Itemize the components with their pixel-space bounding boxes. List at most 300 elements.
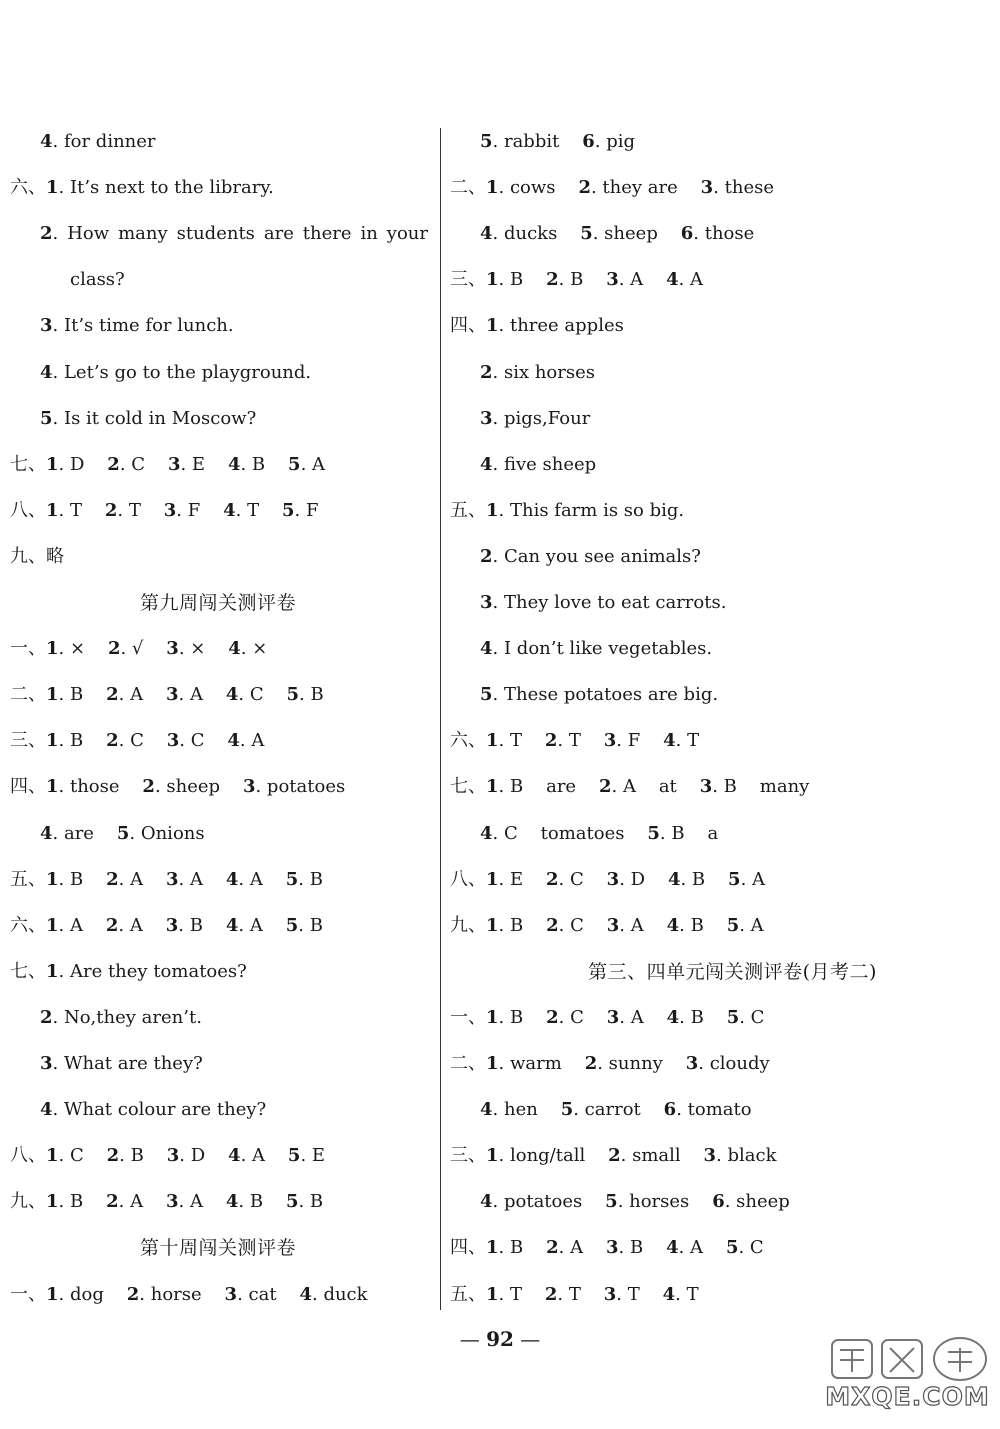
question-number: 2	[106, 868, 119, 890]
question-number: 3	[603, 1283, 617, 1305]
question-number: 3	[165, 684, 179, 706]
question-number: 4	[223, 499, 236, 521]
answer-line	[450, 729, 699, 753]
answer-text: . F	[616, 730, 664, 752]
question-number: 1	[46, 177, 59, 199]
answer-line	[450, 1144, 777, 1168]
answer-line	[10, 868, 323, 892]
question-number: 3	[166, 1145, 180, 1167]
answer-text: . A	[678, 1237, 726, 1259]
answer-text: 二、	[450, 1053, 486, 1074]
question-number: 6	[712, 1191, 725, 1213]
answer-text: . T	[117, 499, 164, 521]
answer-text: 一、	[450, 1006, 486, 1028]
answer-text: 七、	[450, 776, 486, 798]
answer-line	[480, 591, 726, 615]
question-number: 5	[480, 684, 493, 706]
answer-text: . ×	[178, 638, 229, 660]
question-number: 5	[285, 868, 299, 890]
question-number: 2	[107, 638, 121, 660]
answer-line	[480, 130, 635, 154]
answer-text: 一、	[10, 1283, 46, 1305]
answer-text: 一、	[10, 638, 46, 660]
question-number: 4	[480, 223, 493, 245]
answer-text: . T	[675, 1283, 699, 1305]
answer-text: . sheep	[724, 1191, 790, 1213]
question-number: 2	[40, 1006, 53, 1028]
question-number: 3	[606, 914, 620, 936]
answer-text: . Is it cold in Moscow?	[52, 407, 257, 429]
answer-text: . How many students are there in your	[52, 223, 428, 245]
question-number: 3	[40, 315, 53, 337]
question-number: 2	[106, 684, 119, 706]
answer-text: . dog	[58, 1283, 127, 1305]
answer-line	[10, 683, 324, 707]
answer-text: . A	[558, 1237, 606, 1259]
answer-line	[450, 1283, 699, 1307]
question-number: 1	[46, 1283, 59, 1305]
question-number: 4	[480, 638, 493, 660]
answer-text: . A	[178, 684, 226, 706]
answer-text: . B	[618, 1237, 667, 1259]
answer-text: . A	[300, 453, 326, 475]
answer-text: . cows	[498, 177, 579, 199]
answer-text: . D	[619, 868, 668, 890]
answer-text: . E	[180, 453, 228, 475]
question-number: 1	[486, 730, 499, 752]
answer-line	[480, 361, 595, 385]
column-divider	[440, 128, 441, 1310]
question-number: 4	[228, 1145, 241, 1167]
question-number: 5	[560, 1099, 574, 1121]
question-number: 6	[663, 1099, 677, 1121]
answer-text: . A	[678, 269, 704, 291]
answer-line	[450, 499, 684, 523]
answer-text: 七、	[10, 960, 46, 982]
question-number: 5	[281, 499, 295, 521]
question-number: 3	[605, 1237, 619, 1259]
watermark-logo	[820, 1334, 995, 1384]
question-number: 1	[486, 776, 499, 798]
question-number: 3	[166, 730, 180, 752]
section-heading: 第九周闯关测评卷	[139, 592, 296, 614]
page-number-value: 92	[486, 1327, 514, 1351]
answer-text: . F	[294, 499, 319, 521]
answer-text: 九、略	[10, 545, 64, 567]
answer-line	[10, 1144, 325, 1168]
answer-text: . sheep	[154, 776, 243, 798]
answer-line	[70, 268, 125, 292]
answer-text: . A	[178, 868, 226, 890]
question-number: 5	[40, 407, 53, 429]
answer-text: . sunny	[597, 1053, 686, 1074]
question-number: 3	[165, 1191, 179, 1213]
question-number: 6	[680, 223, 694, 245]
answer-text: . C tomatoes	[492, 822, 648, 844]
question-number: 3	[40, 1053, 53, 1074]
answer-text: . A	[619, 1006, 667, 1028]
question-number: 3	[480, 592, 493, 613]
question-number: 5	[288, 453, 301, 475]
question-number: 3	[165, 868, 179, 890]
question-number: 4	[666, 269, 679, 291]
answer-text: . six horses	[492, 361, 596, 383]
answer-line	[450, 775, 809, 799]
answer-text: . These potatoes are big.	[492, 684, 719, 706]
answer-text: . they are	[590, 177, 701, 199]
question-number: 1	[486, 868, 499, 890]
answer-text: . B	[679, 914, 727, 936]
watermark	[820, 1334, 995, 1424]
answer-line	[480, 637, 712, 661]
answer-text: 五、	[450, 1283, 486, 1305]
answer-line	[40, 1098, 266, 1122]
answer-line	[450, 1006, 764, 1030]
question-number: 2	[598, 776, 612, 798]
answer-text: . C	[118, 730, 167, 752]
answer-text: . B	[58, 684, 107, 706]
question-number: 1	[486, 269, 499, 291]
answer-text: . T	[498, 1283, 545, 1305]
answer-text: . A	[58, 914, 106, 936]
answer-line	[450, 1052, 770, 1076]
question-number: 1	[486, 1145, 499, 1167]
answer-text: 六、	[450, 730, 486, 752]
answer-text: . This farm is so big.	[498, 499, 685, 521]
answer-text: . B	[298, 1191, 324, 1213]
answer-text: . E	[498, 868, 547, 890]
question-number: 6	[582, 131, 595, 152]
answer-text: 三、	[10, 730, 46, 752]
answer-line	[40, 407, 256, 431]
question-number: 5	[728, 868, 741, 890]
question-number: 5	[287, 1145, 301, 1167]
answer-text: 六、	[10, 177, 46, 199]
answer-text: . these	[713, 177, 774, 199]
answer-text: class?	[70, 269, 125, 291]
answer-line	[10, 775, 345, 799]
answer-text: . ducks	[492, 223, 581, 245]
answer-line	[480, 1098, 752, 1122]
answer-line	[10, 637, 267, 661]
answer-line	[10, 914, 323, 938]
question-number: 5	[605, 1191, 618, 1213]
answer-text: . What colour are they?	[52, 1099, 267, 1121]
answer-text: . A	[238, 914, 286, 936]
answer-text: . B	[58, 1191, 107, 1213]
question-number: 1	[46, 730, 59, 752]
question-number: 1	[46, 1191, 59, 1213]
answer-text: 四、	[10, 776, 46, 798]
question-number: 3	[606, 868, 620, 890]
question-number: 1	[486, 177, 499, 199]
answer-text: 四、	[450, 1237, 486, 1259]
answer-text: . C	[119, 453, 168, 475]
question-number: 3	[606, 1006, 620, 1028]
question-number: 4	[299, 1283, 312, 1305]
answer-text: . small	[620, 1145, 704, 1167]
question-number: 3	[163, 499, 177, 521]
question-number: 1	[486, 315, 499, 337]
question-number: 2	[105, 914, 119, 936]
question-number: 2	[546, 1237, 559, 1259]
answer-text: . C	[558, 868, 607, 890]
answer-text: . those	[693, 223, 755, 245]
question-number: 4	[228, 638, 241, 660]
question-number: 3	[603, 730, 617, 752]
answer-line	[40, 1052, 203, 1076]
question-number: 4	[662, 1283, 676, 1305]
answer-text: . T	[498, 730, 545, 752]
question-number: 4	[480, 1099, 493, 1121]
question-number: 4	[227, 453, 241, 475]
answer-line	[40, 130, 156, 154]
answer-text: 二、	[450, 177, 486, 199]
answer-text: . A	[118, 684, 166, 706]
question-number: 2	[142, 776, 155, 798]
answer-text: . B	[679, 1006, 727, 1028]
answer-text: . I don’t like vegetables.	[492, 638, 713, 660]
question-number: 2	[546, 914, 559, 936]
answer-text: . are	[52, 822, 117, 844]
question-number: 1	[486, 1053, 499, 1074]
answer-text: . D	[179, 1145, 229, 1167]
answer-text: . B	[119, 1145, 167, 1167]
answer-text: . T	[58, 499, 105, 521]
question-number: 2	[544, 1283, 558, 1305]
answer-text: . √	[120, 638, 167, 660]
question-number: 4	[225, 684, 239, 706]
answer-text: . B	[298, 914, 323, 936]
answer-text: . T	[235, 499, 282, 521]
answer-text: . B	[58, 730, 107, 752]
question-number: 2	[608, 1145, 621, 1167]
answer-text: . C	[238, 684, 287, 706]
section-heading: 第三、四单元闯关测评卷(月考二)	[588, 960, 877, 983]
question-number: 3	[167, 453, 181, 475]
answer-line	[480, 407, 590, 431]
question-number: 5	[285, 1191, 299, 1213]
answer-text: . Can you see animals?	[492, 545, 701, 567]
question-number: 3	[685, 1053, 699, 1074]
answer-line	[10, 499, 318, 523]
answer-text: . B	[178, 914, 226, 936]
answer-text: 六、	[10, 914, 46, 936]
question-number: 1	[46, 638, 59, 660]
answer-text: . hen	[492, 1099, 561, 1121]
answer-text: . potatoes	[492, 1191, 606, 1213]
answer-text: . C	[558, 1006, 607, 1028]
question-number: 4	[40, 822, 53, 844]
answer-text: . B many	[712, 776, 810, 798]
answer-text: . warm	[498, 1053, 585, 1074]
answer-text: . for dinner	[52, 131, 156, 152]
answer-text: . five sheep	[492, 453, 597, 475]
question-number: 5	[580, 223, 593, 245]
answer-text: 九、	[450, 914, 486, 936]
answer-text: 四、	[450, 315, 486, 337]
answer-line	[10, 453, 325, 477]
question-number: 5	[726, 914, 740, 936]
question-number: 1	[486, 1283, 499, 1305]
question-number: 3	[699, 776, 713, 798]
answer-text: . F	[176, 499, 224, 521]
answer-text: . A	[239, 730, 265, 752]
answer-text: 五、	[450, 499, 486, 521]
question-number: 1	[486, 1237, 499, 1259]
question-number: 4	[666, 914, 680, 936]
question-number: 1	[46, 960, 59, 982]
answer-text: . A	[178, 1191, 226, 1213]
question-number: 5	[116, 822, 130, 844]
question-number: 5	[286, 684, 300, 706]
answer-line	[40, 1006, 202, 1030]
answer-line	[10, 1283, 368, 1307]
answer-text: . cat	[237, 1283, 300, 1305]
answer-line	[450, 176, 774, 200]
question-number: 5	[480, 131, 493, 152]
answer-text: . C	[558, 914, 607, 936]
answer-text: . A	[118, 914, 166, 936]
answer-line	[480, 822, 718, 846]
question-number: 5	[726, 1006, 740, 1028]
question-number: 4	[666, 1237, 679, 1259]
question-number: 2	[106, 730, 119, 752]
answer-text: . those	[58, 776, 143, 798]
answer-text: . C	[179, 730, 228, 752]
answer-text: . B	[498, 914, 547, 936]
answer-line	[40, 222, 428, 246]
question-number: 3	[165, 914, 179, 936]
answer-text: . Let’s go to the playground.	[52, 361, 312, 383]
answer-text: . C	[738, 1237, 764, 1259]
answer-text: . horse	[139, 1283, 225, 1305]
answer-text: . A at	[611, 776, 700, 798]
question-number: 1	[46, 499, 59, 521]
answer-line	[40, 314, 234, 338]
answer-text: . B	[58, 868, 107, 890]
answer-text: . cloudy	[698, 1053, 770, 1074]
answer-text: . sheep	[592, 223, 681, 245]
question-number: 4	[40, 131, 53, 152]
question-number: 4	[666, 1006, 680, 1028]
section-heading: 第十周闯关测评卷	[139, 1237, 296, 1260]
question-number: 4	[225, 914, 239, 936]
question-number: 2	[104, 499, 118, 521]
question-number: 1	[486, 499, 499, 521]
answer-text: . B	[498, 1237, 547, 1259]
question-number: 4	[480, 1191, 493, 1213]
question-number: 4	[480, 822, 493, 844]
question-number: 1	[486, 1006, 499, 1028]
question-number: 2	[546, 1006, 559, 1028]
answer-text: . B	[298, 868, 323, 890]
answer-text: . T	[675, 730, 700, 752]
question-number: 4	[40, 361, 53, 383]
answer-line	[10, 1190, 323, 1214]
answer-text: 三、	[450, 269, 486, 291]
answer-text: . B	[498, 269, 547, 291]
question-number: 2	[544, 730, 558, 752]
answer-text: . E	[300, 1145, 326, 1167]
question-number: 4	[225, 868, 239, 890]
question-number: 3	[224, 1283, 238, 1305]
question-number: 2	[40, 223, 53, 245]
question-number: 1	[46, 1145, 59, 1167]
answer-text: . A	[618, 269, 667, 291]
answer-text: . A	[238, 868, 286, 890]
question-number: 3	[242, 776, 256, 798]
answer-text: 三、	[450, 1145, 486, 1167]
answer-text: . three apples	[498, 315, 624, 337]
question-number: 1	[46, 776, 59, 798]
question-number: 3	[480, 407, 493, 429]
answer-text: . T	[557, 1283, 604, 1305]
answer-line	[450, 914, 764, 938]
question-number: 2	[106, 1145, 120, 1167]
answer-text: . D	[58, 453, 108, 475]
answer-line	[10, 176, 274, 200]
answer-text: . pigs,Four	[492, 407, 591, 429]
answer-text: 五、	[10, 868, 46, 890]
answer-line	[450, 1236, 764, 1260]
question-number: 2	[578, 177, 591, 199]
answer-text: . rabbit	[492, 131, 583, 152]
question-number: 4	[663, 730, 676, 752]
answer-text: . ×	[240, 638, 268, 660]
answer-text: . A	[118, 1191, 166, 1213]
question-number: 1	[46, 868, 59, 890]
answer-text: . horses	[617, 1191, 713, 1213]
question-number: 4	[40, 1099, 53, 1121]
answer-line	[480, 453, 596, 477]
answer-text: . Are they tomatoes?	[58, 960, 247, 982]
question-number: 2	[546, 269, 559, 291]
question-number: 2	[126, 1283, 140, 1305]
question-number: 3	[606, 269, 619, 291]
answer-text: . It’s time for lunch.	[52, 315, 234, 337]
question-number: 2	[106, 1191, 119, 1213]
answer-text: . tomato	[676, 1099, 752, 1121]
question-number: 5	[647, 822, 660, 844]
question-number: 4	[480, 453, 493, 475]
answer-text: . B	[238, 1191, 286, 1213]
answer-text: . What are they?	[52, 1053, 203, 1074]
answer-text: . T	[557, 730, 604, 752]
answer-text: . duck	[312, 1283, 368, 1305]
question-number: 1	[46, 914, 59, 936]
answer-line	[450, 268, 703, 292]
answer-text: . potatoes	[255, 776, 346, 798]
answer-text: 二、	[10, 684, 46, 706]
answer-text: . carrot	[573, 1099, 664, 1121]
question-number: 2	[480, 361, 493, 383]
answer-text: . long/tall	[498, 1145, 609, 1167]
answer-text: . B	[299, 684, 324, 706]
question-number: 2	[546, 868, 559, 890]
answer-line	[480, 1190, 790, 1214]
question-number: 3	[700, 177, 714, 199]
answer-text: . B are	[498, 776, 599, 798]
answer-text: . B	[498, 1006, 547, 1028]
answer-text: . B a	[659, 822, 719, 844]
answer-line	[10, 729, 264, 753]
answer-text: . pig	[594, 131, 636, 152]
question-number: 3	[166, 638, 179, 660]
question-number: 2	[584, 1053, 598, 1074]
answer-line	[10, 960, 247, 984]
question-number: 1	[46, 684, 59, 706]
